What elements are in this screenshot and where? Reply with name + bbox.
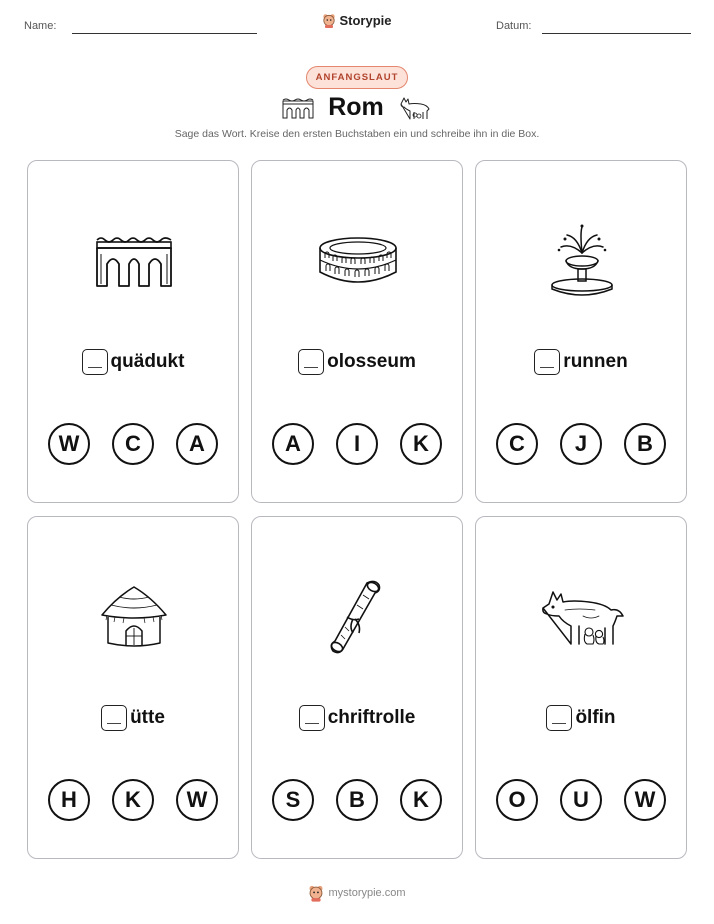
letter-option[interactable]: H	[48, 779, 90, 821]
mascot-icon	[308, 884, 324, 902]
brand-logo	[0, 13, 714, 28]
footer-url[interactable]: mystorypie.com	[328, 887, 406, 899]
name-line[interactable]	[72, 33, 257, 34]
word-card	[475, 160, 687, 503]
letter-options	[476, 779, 686, 821]
answer-box[interactable]	[546, 705, 572, 731]
letter-option[interactable]: W	[48, 423, 90, 465]
letter-option[interactable]: S	[272, 779, 314, 821]
word-card	[251, 160, 463, 503]
letter-option[interactable]: W	[176, 779, 218, 821]
word-fragment: olosseum	[327, 351, 416, 372]
answer-box[interactable]	[298, 349, 324, 375]
topic-badge: ANFANGSLAUT	[306, 66, 409, 89]
word-card	[27, 160, 239, 503]
answer-box[interactable]	[299, 705, 325, 731]
name-label: Name:	[24, 20, 57, 32]
mascot-icon	[322, 13, 336, 28]
word-row	[252, 705, 462, 731]
letter-option[interactable]: A	[272, 423, 314, 465]
page-title: Rom	[328, 93, 384, 121]
instruction-text: Sage das Wort. Kreise den ersten Buchstaben ein und schreibe ihn in die Box.	[174, 128, 540, 140]
she-wolf-icon	[539, 586, 625, 648]
letter-option[interactable]: J	[560, 423, 602, 465]
letter-option[interactable]: K	[400, 779, 442, 821]
picture-frame	[308, 219, 408, 303]
picture-frame	[532, 575, 632, 659]
letter-options	[28, 423, 238, 465]
answer-box[interactable]	[534, 349, 560, 375]
word-card	[251, 516, 463, 859]
title-row	[0, 93, 714, 122]
hut-icon	[99, 585, 169, 649]
letter-options	[252, 423, 462, 465]
date-label: Datum:	[496, 20, 532, 32]
word-fragment: quädukt	[110, 351, 185, 372]
letter-option[interactable]: B	[624, 423, 666, 465]
brand-name: Storypie	[339, 13, 392, 28]
word-row	[28, 705, 238, 731]
word-row	[476, 349, 686, 375]
word-row	[28, 349, 238, 375]
letter-option[interactable]: I	[336, 423, 378, 465]
word-row	[476, 705, 686, 731]
letter-option[interactable]: C	[496, 423, 538, 465]
picture-frame	[84, 575, 184, 659]
letter-option[interactable]: K	[112, 779, 154, 821]
aqueduct-icon	[95, 234, 173, 288]
scroll-icon	[323, 577, 393, 657]
she-wolf-icon	[398, 95, 432, 121]
letter-option[interactable]: B	[336, 779, 378, 821]
date-line[interactable]	[542, 33, 691, 34]
letter-option[interactable]: A	[176, 423, 218, 465]
fountain-icon	[547, 223, 617, 299]
letter-options	[476, 423, 686, 465]
word-row	[252, 349, 462, 375]
answer-box[interactable]	[101, 705, 127, 731]
word-fragment: chriftrolle	[327, 707, 416, 728]
word-card	[27, 516, 239, 859]
word-fragment: runnen	[563, 351, 628, 372]
word-fragment: ölfin	[575, 707, 616, 728]
answer-box[interactable]	[82, 349, 108, 375]
letter-option[interactable]: C	[112, 423, 154, 465]
letter-option[interactable]: W	[624, 779, 666, 821]
colosseum-icon	[317, 234, 399, 288]
letter-option[interactable]: K	[400, 423, 442, 465]
picture-frame	[308, 575, 408, 659]
letter-options	[28, 779, 238, 821]
picture-frame	[532, 219, 632, 303]
word-fragment: ütte	[130, 707, 165, 728]
picture-frame	[84, 219, 184, 303]
letter-option[interactable]: U	[560, 779, 602, 821]
aqueduct-icon	[282, 97, 314, 119]
letter-options	[252, 779, 462, 821]
word-card	[475, 516, 687, 859]
letter-option[interactable]: O	[496, 779, 538, 821]
footer	[0, 884, 714, 902]
